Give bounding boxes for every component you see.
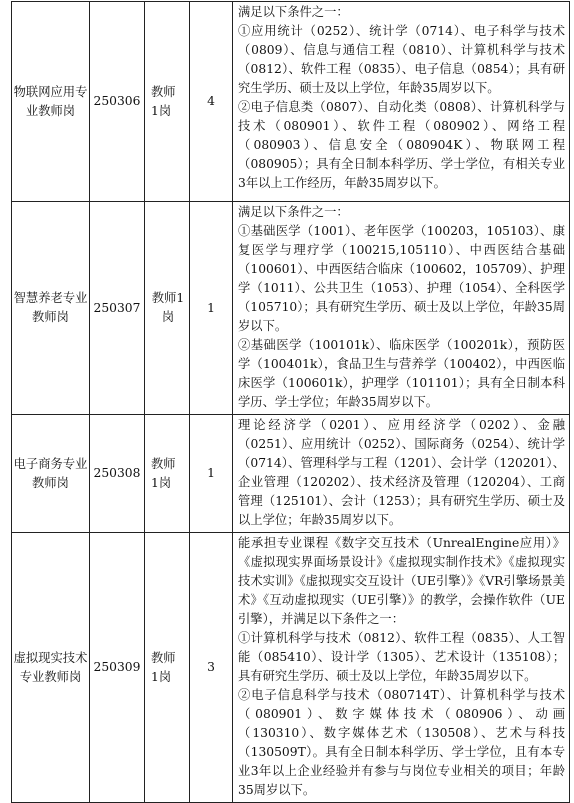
position-category: 教师1岗 <box>145 2 190 202</box>
position-count: 3 <box>190 533 233 803</box>
requirement-line: ②电子信息类（0807）、自动化类（0808）、计算机科学与技术（080901）、软件工程（080902）、网络工程（080903）、信息安全（080904K）、物联网工程（080905）；具有全日制本科学历、学士学位，有相关专业3年以上工作经历，年龄35周岁以下。 <box>238 100 565 190</box>
requirement-line: ②基础医学（100101k）、临床医学（100201k），预防医学（100401k），食品卫生与营养学（100402），中西医临床医学（100601k），护理学（101101）；具有全日制本科学历、学士学位；年龄35周岁以下。 <box>238 338 565 409</box>
position-name: 虚拟现实技术专业教师岗 <box>12 533 90 803</box>
requirement-line: 能承担专业课程《数字交互技术（UnrealEngine应用）》《虚拟现实界面场景设计》《虚拟现实制作技术》《虚拟现实技术实训》《虚拟现实交互设计（UE引擎）》《VR引擎场景美术》《互动虚拟现实（UE引擎）》的教学，会操作软件（UE引擎），并满足以下条件之一： <box>238 536 565 626</box>
table-row <box>12 2 570 202</box>
requirement-line: ②电子信息科学与技术（080714T）、计算机科学与技术（080901）、数字媒体技术（080906）、动画（130310）、数字媒体艺术（130508）、艺术与科技（130509T）。具有全日制本科学历、学士学位，且有本专业3年以上企业经验并有参与与岗位专业相关的项目；年龄35周岁以下。 <box>238 688 565 797</box>
position-category: 教师1岗 <box>145 415 190 533</box>
position-name: 物联网应用专业教师岗 <box>12 2 90 202</box>
job-posting-table <box>11 1 570 803</box>
table-row <box>12 533 570 803</box>
position-requirements <box>233 202 570 415</box>
position-count: 4 <box>190 2 233 202</box>
position-code: 250308 <box>90 415 145 533</box>
table-row <box>12 202 570 415</box>
requirement-line: 满足以下条件之一： <box>238 205 349 219</box>
requirement-line: 满足以下条件之一： <box>238 5 349 19</box>
requirement-line: ①应用统计（0252）、统计学（0714）、电子科学与技术（0809）、信息与通信工程（0810）、计算机科学与技术（0812）、软件工程（0835）、电子信息（0854）；具有研究生学历、硕士及以上学位，年龄35周岁以下。 <box>238 24 565 95</box>
requirement-line: ①基础医学（1001）、老年医学（100203，105103）、康复医学与理疗学（100215,105110）、中西医结合基础（100601）、中西医结合临床（100602，105709）、护理学（1011）、公共卫生（1053）、护理（1054）、全科医学（105710）；具有研究生学历、硕士及以上学位，年龄35周岁以下。 <box>238 224 565 333</box>
position-count: 1 <box>190 202 233 415</box>
position-code: 250306 <box>90 2 145 202</box>
position-category: 教师1岗 <box>145 533 190 803</box>
requirement-line: ①计算机科学与技术（0812）、软件工程（0835）、人工智能（085410）、设计学（1305）、艺术设计（135108）；具有研究生学历、硕士及以上学位，年龄35周岁以下。 <box>238 631 565 683</box>
position-requirements <box>233 533 570 803</box>
table-row <box>12 415 570 533</box>
requirement-line: 理论经济学（0201）、应用经济学（0202）、金融（0251）、应用统计（0252）、国际商务（0254）、统计学（0714）、管理科学与工程（1201）、会计学（120201）、企业管理（120202）、技术经济及管理（120204）、工商管理（125101）、会计（1253）；具有研究生学历、硕士及以上学位；年龄35周岁以下。 <box>238 418 565 527</box>
position-count: 1 <box>190 415 233 533</box>
position-requirements <box>233 2 570 202</box>
position-name: 智慧养老专业教师岗 <box>12 202 90 415</box>
position-code: 250307 <box>90 202 145 415</box>
position-code: 250309 <box>90 533 145 803</box>
position-category: 教师1岗 <box>145 202 190 415</box>
position-name: 电子商务专业教师岗 <box>12 415 90 533</box>
position-requirements <box>233 415 570 533</box>
